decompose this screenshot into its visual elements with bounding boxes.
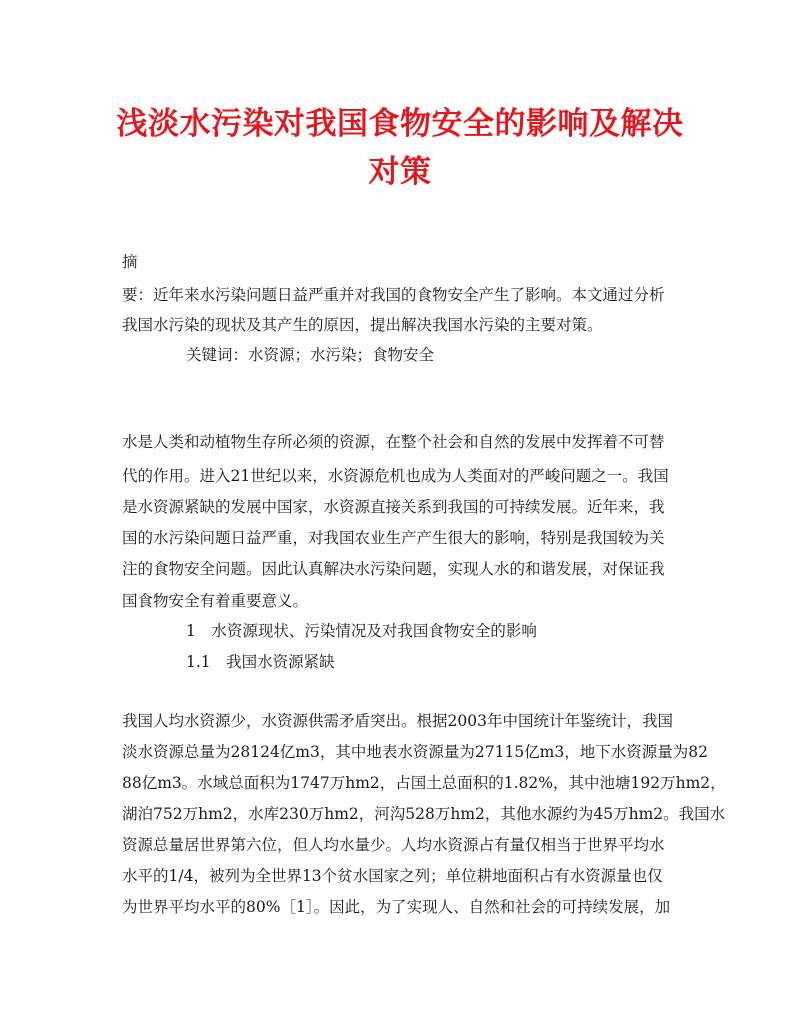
intro-line: 代的作用。进入21世纪以来，水资源危机也成为人类面对的严峻问题之一。我国 bbox=[122, 467, 669, 485]
intro-line: 国食物安全有着重要意义。 bbox=[122, 592, 309, 610]
body-line: 我国人均水资源少，水资源供需矛盾突出。根据2003年中国统计年鉴统计，我国 bbox=[122, 712, 673, 730]
abstract-line: 我国水污染的现状及其产生的原因，提出解决我国水污染的主要对策。 bbox=[122, 316, 603, 334]
document-title: 浅淡水污染对我国食物安全的影响及解决对策 bbox=[116, 106, 684, 190]
section-heading-1: 1 水资源现状、污染情况及对我国食物安全的影响 bbox=[186, 622, 537, 640]
intro-line: 是水资源紧缺的发展中国家，水资源直接关系到我国的可持续发展。近年来，我 bbox=[122, 498, 665, 516]
body-line: 湖泊752万hm2，水库230万hm2，河沟528万hm2，其他水源约为45万hm2。我国水 bbox=[122, 805, 726, 823]
abstract-line: 要：近年来水污染问题日益严重并对我国的食物安全产生了影响。本文通过分析 bbox=[122, 286, 665, 304]
keywords-line: 关键词：水资源；水污染；食物安全 bbox=[186, 346, 435, 364]
body-line: 淡水资源总量为28124亿m3，其中地表水资源量为27115亿m3，地下水资源量为82 bbox=[122, 743, 708, 761]
body-line: 水平的1/4，被列为全世界13个贫水国家之列；单位耕地面积占有水资源量也仅 bbox=[122, 867, 663, 885]
body-line: 88亿m3。水域总面积为1747万hm2，占国土总面积的1.82%，其中池塘192万hm2， bbox=[122, 774, 726, 792]
body-line: 为世界平均水平的80%［1］。因此，为了实现人、自然和社会的可持续发展，加 bbox=[122, 898, 671, 916]
body-line: 资源总量居世界第六位，但人均水量少。人均水资源占有量仅相当于世界平均水 bbox=[122, 836, 665, 854]
abstract-label: 摘 bbox=[122, 253, 138, 271]
intro-line: 水是人类和动植物生存所必须的资源，在整个社会和自然的发展中发挥着不可替 bbox=[122, 433, 665, 451]
section-heading-1-1: 1.1 我国水资源紧缺 bbox=[186, 653, 335, 671]
intro-line: 国的水污染问题日益严重，对我国农业生产产生很大的影响，特别是我国较为关 bbox=[122, 529, 665, 547]
intro-line: 注的食物安全问题。因此认真解决水污染问题，实现人水的和谐发展，对保证我 bbox=[122, 560, 665, 578]
